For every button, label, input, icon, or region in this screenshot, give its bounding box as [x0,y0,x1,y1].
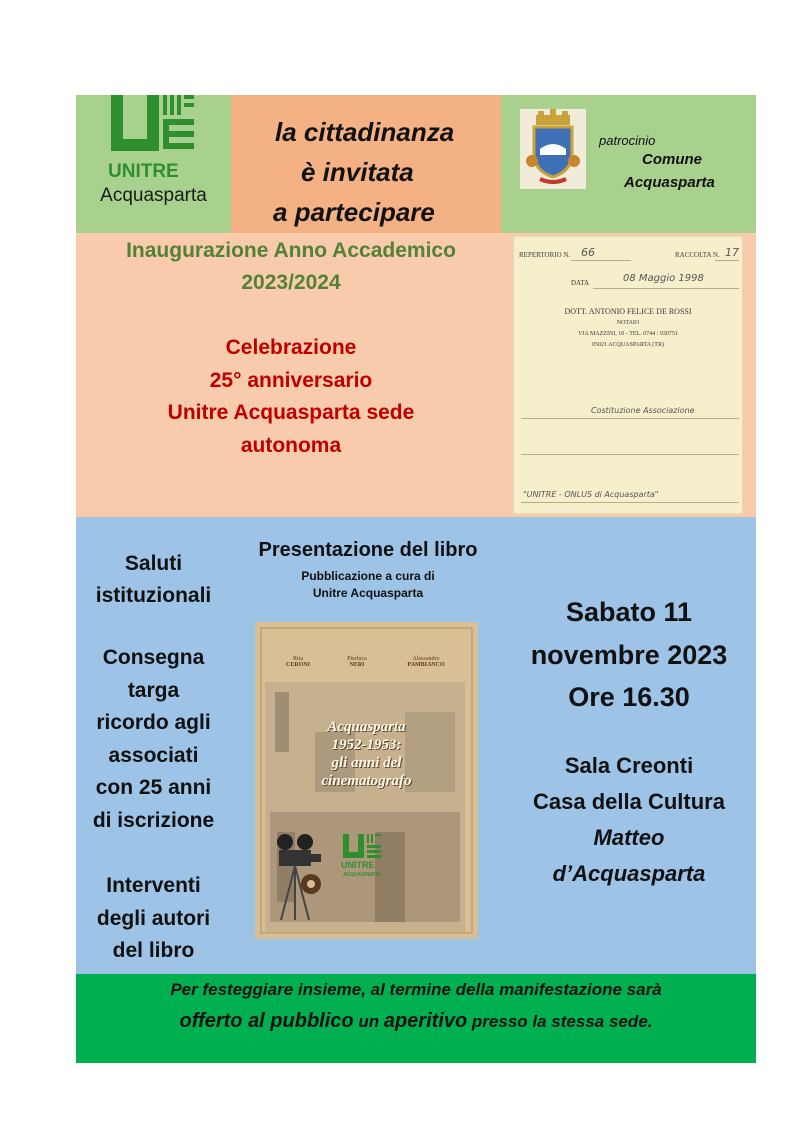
invitation-line-2: è invitata [301,157,414,187]
book-author-3 [391,656,461,668]
footer-section [76,974,756,1063]
book-title-line: 1952-1953: [331,737,402,753]
celebration-line-4: autonoma [240,434,342,457]
footer-line-1: Per festeggiare insieme, al termine della manifestazione sarà [170,980,662,999]
program-text: ricordo agli [96,711,211,734]
patronage-cell [501,95,756,233]
program-text: Saluti [124,552,183,575]
footer-emphasis-aperitif: aperitivo [383,1010,468,1032]
book-presentation-sub-2: Unitre Acquasparta [312,586,424,600]
raccolta-value: 17 [725,246,739,259]
book-title-line: Acquasparta [327,719,406,735]
patronage-label: patrocinio [599,133,656,148]
data-label: DATA [571,279,590,287]
program-item-greetings [76,548,231,612]
event-date-line-1: Sabato 11 [565,597,693,627]
program-item-authors [76,870,231,968]
inauguration-year: 2023/2024 [241,271,341,294]
author-last: PAMBIANCO [407,662,445,668]
author-first: Alessandro [412,656,440,662]
book-author-1 [273,656,323,668]
unitre-city: Acquasparta [100,185,207,206]
unitre-brand: UNITRE [108,161,179,182]
program-text: di iscrizione [92,808,215,832]
invitation-cell [231,95,501,233]
program-text: associati [108,743,199,767]
repertorio-value: 66 [581,246,595,259]
book-author-2 [332,656,382,668]
notary-title: NOTAIO [616,320,640,326]
program-item-award [76,642,231,837]
footer-line-2 [76,1010,756,1033]
book-presentation-sub-1: Pubblicazione a cura di [301,569,435,583]
comune-crest-icon [520,109,586,189]
footer-text: presso la stessa sede. [467,1012,653,1031]
data-value: 08 Maggio 1998 [623,273,704,284]
book-cover-image [255,622,478,939]
author-first: Pierluca [347,656,367,662]
book-title [255,718,478,790]
celebration-line-2: 25° anniversario [209,369,373,392]
raccolta-label: RACCOLTA N. [675,251,720,259]
notary-name: DOTT. ANTONIO FELICE DE ROSSI [564,307,692,316]
event-venue-1: Sala Creonti [564,753,694,778]
program-text: del libro [112,939,195,962]
celebration-line-3: Unitre Acquasparta sede [167,401,415,424]
act-type: Costituzione Associazione [591,406,695,415]
patronage-line-2: Acquasparta [624,174,715,191]
celebration-line-1: Celebrazione [225,336,357,359]
repertorio-label: REPERTORIO N. [519,251,571,259]
film-projector-icon [273,832,323,922]
inauguration-title: Inaugurazione Anno Accademico [126,239,456,262]
book-presentation-title: Presentazione del libro [258,539,478,561]
event-venue-4: d’Acquasparta [552,861,706,886]
book-unitre-city: ACQUASPARTA [343,872,382,878]
event-time: Ore 16.30 [568,682,690,712]
program-text: con 25 anni [95,776,212,799]
event-date-line-2: novembre 2023 [530,640,728,670]
act-party: "UNITRE - ONLUS di Acquasparta" [523,490,659,499]
book-unitre-brand: UNITRE [341,860,375,870]
event-venue-2: Casa della Cultura [533,789,725,814]
book-title-line: cinematografo [321,773,412,789]
notary-address: VIA MAZZINI, 10 - TEL. 0744 / 930751 [578,331,678,337]
program-text: targa [127,678,180,702]
patronage-line-1: Comune [642,151,702,168]
book-title-line: gli anni del [331,755,402,771]
program-text: istituzionali [95,584,212,607]
unitre-logo-cell [76,95,231,233]
author-last: NERI [349,662,365,668]
footer-text: un [353,1012,384,1031]
program-text: degli autori [96,906,211,930]
invitation-line-1: la cittadinanza [275,117,455,147]
author-first: Rita [293,656,303,662]
notary-city: 05021 ACQUASPARTA (TR) [592,342,664,348]
event-venue-3: Matteo [593,825,665,850]
footer-emphasis-offer: offerto al pubblico [179,1010,354,1032]
invitation-line-3: a partecipare [273,197,435,227]
program-text: Consegna [102,646,205,669]
program-text: Interventi [106,874,201,897]
unitre-logo-icon [109,95,199,161]
notary-document-image [513,236,743,514]
author-last: CERONI [285,662,310,668]
